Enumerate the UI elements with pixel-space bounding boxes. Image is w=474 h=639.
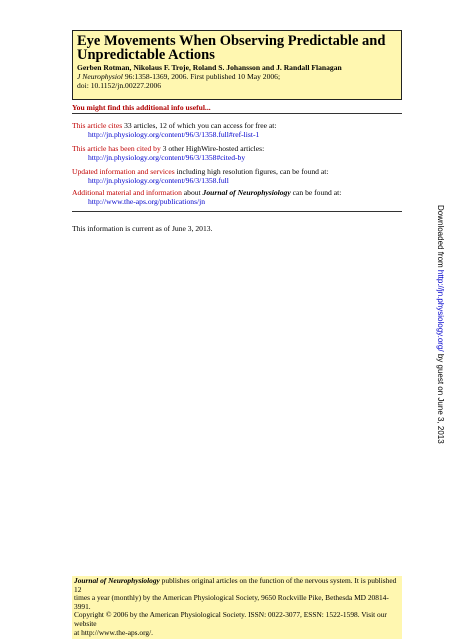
entry-cites (72, 121, 402, 139)
cited-by-link[interactable]: This article has been cited by (72, 144, 161, 153)
journal-footer (72, 576, 402, 639)
additional-pre: about (181, 188, 203, 197)
article-header (72, 30, 402, 100)
updated-link[interactable]: Updated information and services (72, 167, 175, 176)
citation-details: 96:1358-1369, 2006. First published 10 May 2006; (122, 72, 281, 81)
divider-top (72, 113, 402, 114)
journal-abbrev: J Neurophysiol (77, 72, 123, 81)
cited-by-url[interactable]: http://jn.physiology.org/content/96/3/1358#cited-by (88, 153, 246, 162)
cites-text: 33 articles, 12 of which you can access for free at: (122, 121, 277, 130)
divider-bottom (72, 211, 402, 212)
entry-cited-by (72, 144, 402, 162)
footer-line-1: publishes original articles on the function of the nervous system. It is published 12 (74, 576, 397, 594)
updated-text: including high resolution figures, can be found at: (174, 167, 329, 176)
cites-link[interactable]: This article cites (72, 121, 123, 130)
cites-url[interactable]: http://jn.physiology.org/content/96/3/1358.full#ref-list-1 (88, 130, 260, 139)
cited-by-text: 3 other HighWire-hosted articles: (160, 144, 265, 153)
additional-post: can be found at: (290, 188, 342, 197)
download-suffix: by guest on June 3, 2013 (436, 351, 445, 444)
citation-line (77, 72, 395, 81)
authors: Gerben Rotman, Nikolaus F. Troje, Roland S. Johansson and J. Randall Flanagan (77, 63, 342, 72)
doi: doi: 10.1152/jn.00227.2006 (77, 81, 162, 90)
download-stamp (433, 205, 445, 535)
footer-journal: Journal of Neurophysiology (74, 576, 160, 585)
download-prefix: Downloaded from (436, 205, 445, 270)
article-title (77, 34, 395, 62)
current-as-of: This information is current as of June 3, 2013. (72, 224, 213, 233)
footer-line-4: at http://www.the-aps.org/. (74, 627, 154, 637)
additional-journal: Journal of Neurophysiology (202, 188, 291, 197)
footer-line-3: Copyright © 2006 by the American Physiological Society. ISSN: 0022-3077, ESSN: 1522-1598. Visit our website (74, 610, 387, 628)
info-title: You might find this additional info useful... (72, 103, 211, 112)
additional-link[interactable]: Additional material and information (72, 188, 182, 197)
title-line-1: Eye Movements When Observing Predictable and (77, 33, 386, 49)
entry-updated (72, 167, 402, 185)
entry-additional (72, 188, 402, 206)
download-url[interactable]: http://jn.physiology.org/ (436, 269, 445, 352)
updated-url[interactable]: http://jn.physiology.org/content/96/3/1358.full (88, 176, 229, 185)
footer-line-2: times a year (monthly) by the American Physiological Society, 9650 Rockville Pike, Bethesda MD 20814-3991. (74, 593, 389, 611)
additional-url[interactable]: http://www.the-aps.org/publications/jn (88, 197, 206, 206)
title-line-2: Unpredictable Actions (77, 47, 215, 63)
